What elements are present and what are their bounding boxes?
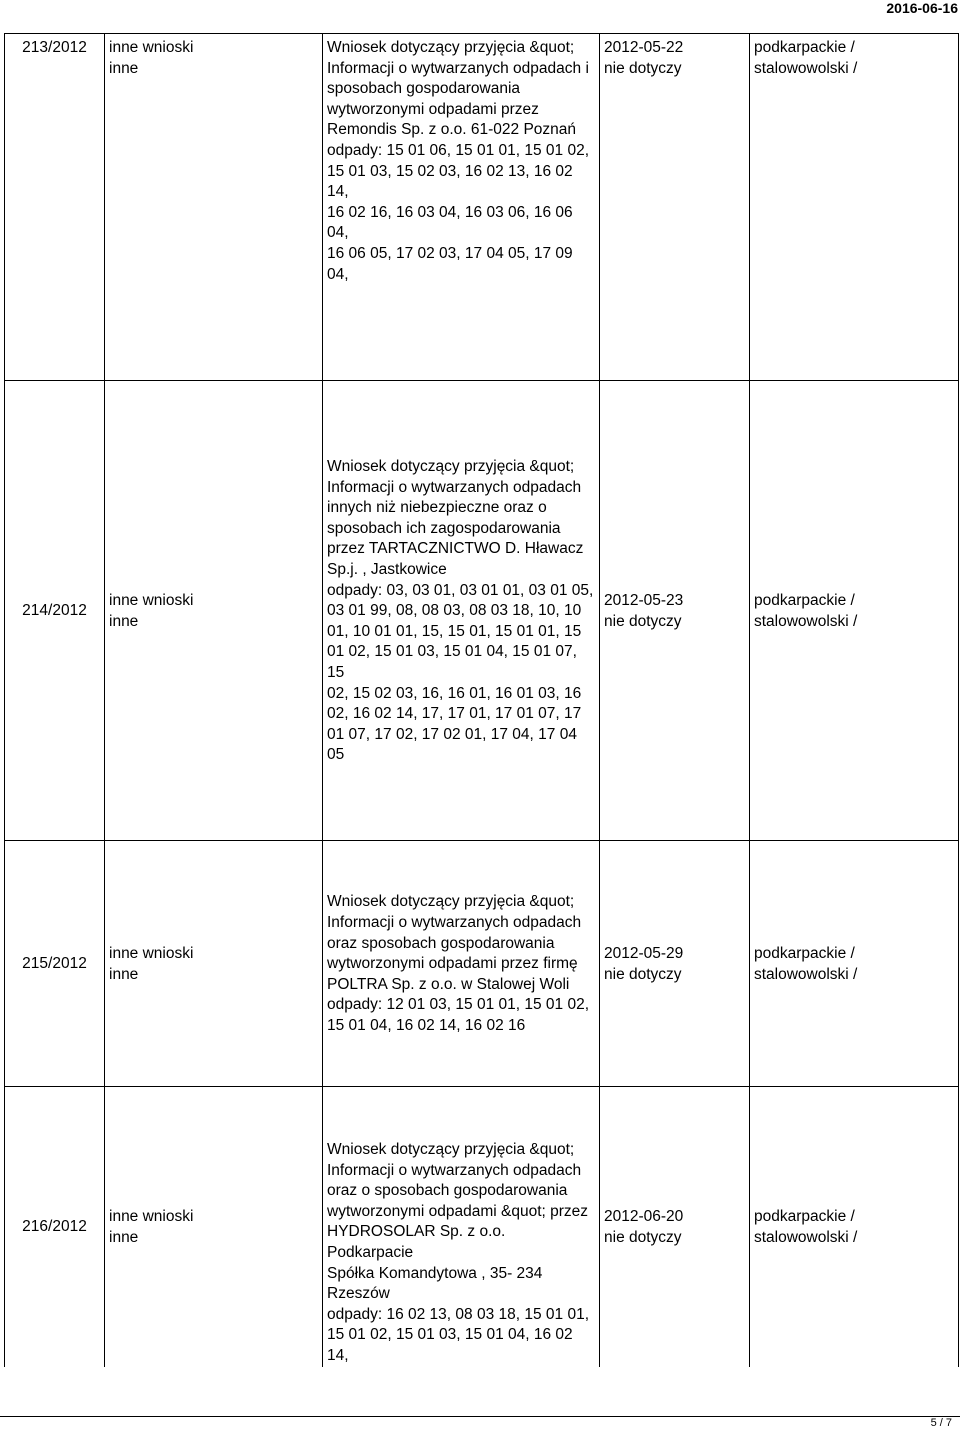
case-type-line2: inne [109, 612, 139, 630]
case-date [600, 381, 750, 841]
case-status: nie dotyczy [604, 59, 682, 77]
case-date [600, 34, 750, 381]
case-date-value: 2012-05-22 [604, 39, 684, 56]
case-type-line2: inne [109, 1228, 139, 1246]
footer-divider [0, 1416, 960, 1417]
case-date [600, 841, 750, 1087]
registry-table [4, 33, 959, 1367]
case-status: nie dotyczy [604, 965, 682, 983]
table-row [5, 841, 959, 1087]
case-location-line1: podkarpackie / [754, 944, 855, 962]
case-type-line1: inne wnioski [109, 39, 194, 56]
case-date [600, 1087, 750, 1367]
case-type-line1: inne wnioski [109, 591, 194, 609]
table-row [5, 381, 959, 841]
table-row [5, 1087, 959, 1367]
case-date-value: 2012-05-29 [604, 944, 684, 962]
case-location [750, 381, 959, 841]
case-type-line2: inne [109, 59, 139, 77]
case-location-line1: podkarpackie / [754, 591, 855, 609]
case-description: Wniosek dotyczący przyjęcia &quot; Informacji o wytwarzanych odpadach oraz sposobach gospodarowania wytworzonymi odpadami przez firmę POLTRA Sp. z o.o. w Stalowej Woli odpady: 12 01 03, 15 01 01, 15 01 02, 15 01 04, 16 02 14, 16 02 16 [323, 841, 600, 1087]
case-location-line1: podkarpackie / [754, 39, 855, 56]
case-status: nie dotyczy [604, 1228, 682, 1246]
header-date: 2016-06-16 [886, 0, 958, 16]
case-location-line1: podkarpackie / [754, 1208, 855, 1226]
case-number: 214/2012 [5, 381, 105, 841]
case-date-value: 2012-05-23 [604, 591, 684, 609]
case-number: 213/2012 [5, 34, 105, 381]
case-location-line2: stalowowolski / [754, 965, 858, 983]
case-type-line2: inne [109, 965, 139, 983]
case-number: 215/2012 [5, 841, 105, 1087]
case-type-line1: inne wnioski [109, 1208, 194, 1226]
case-type [105, 381, 323, 841]
case-location-line2: stalowowolski / [754, 59, 858, 77]
case-description: Wniosek dotyczący przyjęcia &quot; Informacji o wytwarzanych odpadach i sposobach gospodarowania wytworzonymi odpadami przez Remondis Sp. z o.o. 61-022 Poznań odpady: 15 01 06, 15 01 01, 15 01 02, 15 01 03, 15 02 03, 16 02 13, 16 02 14, 16 02 16, 16 03 04, 16 03 06, 16 06 04, 16 06 05, 17 02 03, 17 04 05, 17 09 04, [323, 34, 600, 381]
case-type [105, 34, 323, 381]
case-description: Wniosek dotyczący przyjęcia &quot; Informacji o wytwarzanych odpadach oraz o sposobach gospodarowania wytworzonymi odpadami &quot; przez HYDROSOLAR Sp. z o.o. Podkarpacie Spółka Komandytowa , 35- 234 Rzeszów odpady: 16 02 13, 08 03 18, 15 01 01, 15 01 02, 15 01 03, 15 01 04, 16 02 14, [323, 1087, 600, 1367]
case-location-line2: stalowowolski / [754, 1228, 858, 1246]
case-location [750, 1087, 959, 1367]
case-type [105, 1087, 323, 1367]
case-number: 216/2012 [5, 1087, 105, 1367]
page-number: 5 / 7 [930, 1417, 952, 1429]
table-row [5, 34, 959, 381]
case-location [750, 841, 959, 1087]
case-type [105, 841, 323, 1087]
case-location [750, 34, 959, 381]
case-date-value: 2012-06-20 [604, 1208, 684, 1226]
case-type-line1: inne wnioski [109, 944, 194, 962]
case-status: nie dotyczy [604, 612, 682, 630]
case-description: Wniosek dotyczący przyjęcia &quot; Informacji o wytwarzanych odpadach innych niż niebezpieczne oraz o sposobach ich zagospodarowania przez TARTACZNICTWO D. Hławacz Sp.j. , Jastkowice odpady: 03, 03 01, 03 01 01, 03 01 05, 03 01 99, 08, 08 03, 08 03 18, 10, 10 01, 10 01 01, 15, 15 01, 15 01 01, 15 01 02, 15 01 03, 15 01 04, 15 01 07, 15 02, 15 02 03, 16, 16 01, 16 01 03, 16 02, 16 02 14, 17, 17 01, 17 01 07, 17 01 07, 17 02, 17 02 01, 17 04, 17 04 05 [323, 381, 600, 841]
case-location-line2: stalowowolski / [754, 612, 858, 630]
